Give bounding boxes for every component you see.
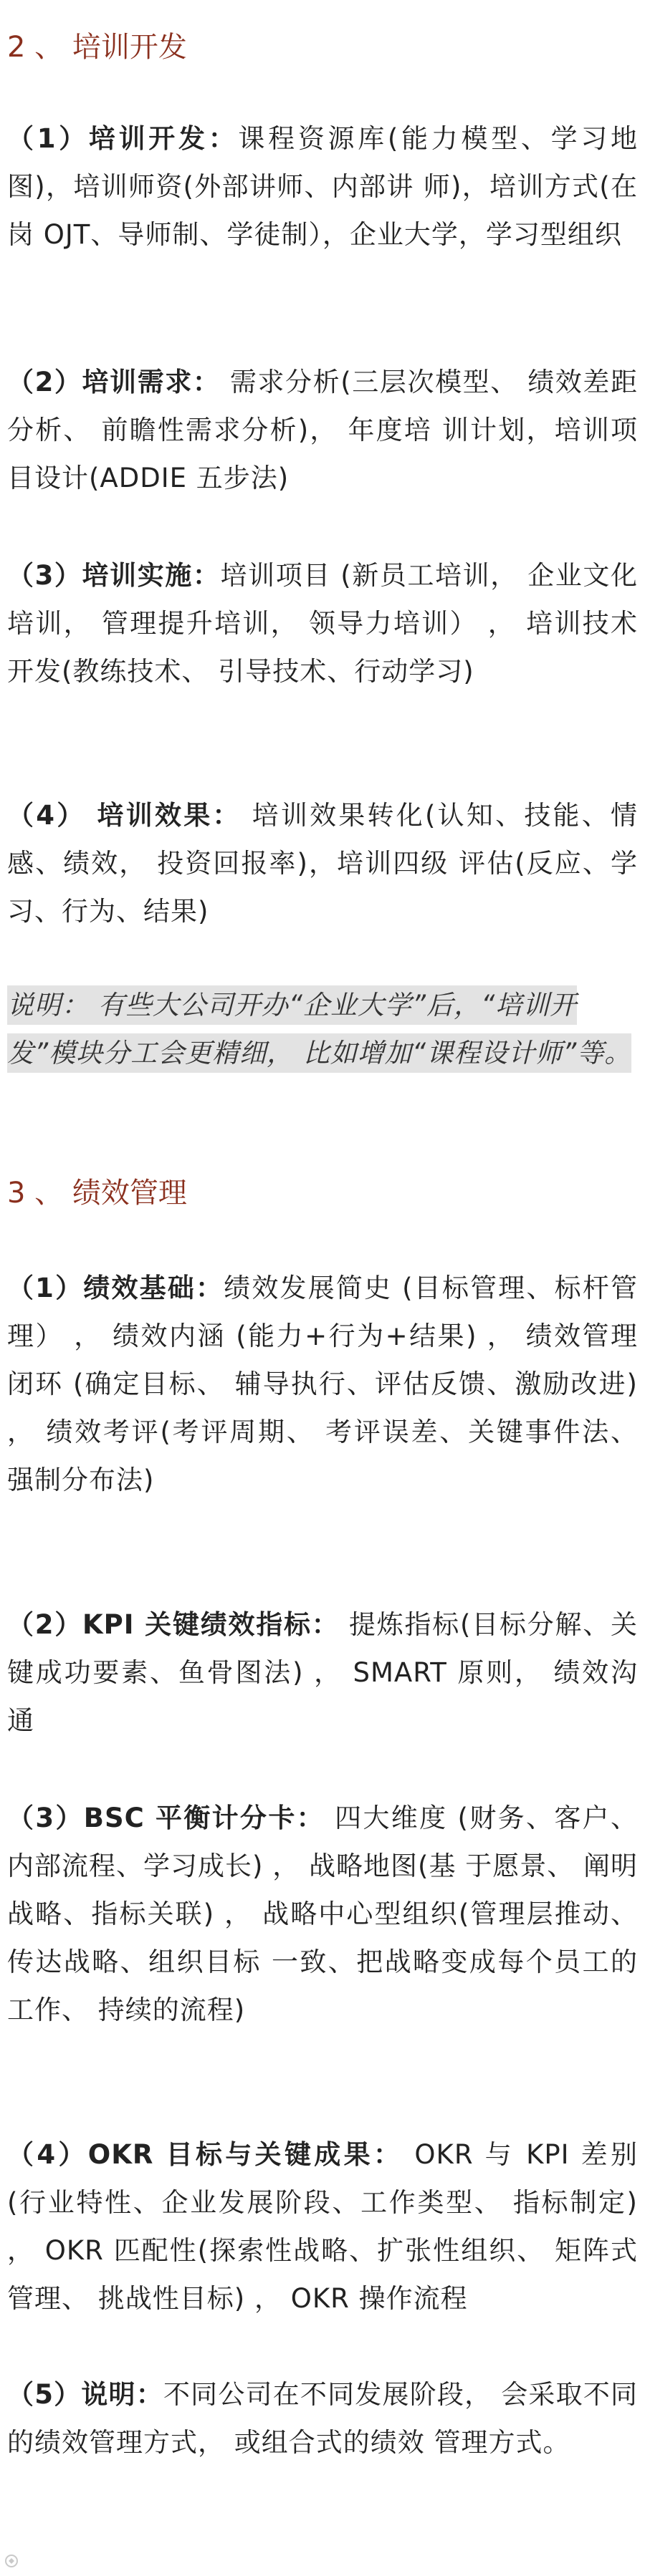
watermark-icon: [4, 2554, 19, 2568]
item-label: 培训需求：: [82, 367, 221, 397]
item-label: KPI 关键绩效指标：: [82, 1609, 340, 1640]
item-text: 不同公司在不同发展阶段， 会采取不同的绩效管理方式， 或组合式的绩效 管理方式。: [7, 2379, 639, 2458]
item-text: 课程资源库(能力模型、学习地图)，培训师资(外部讲师、内部讲 师)，培训方式(在岗 OJT、导师制、学徒制），企业大学，学习型组织: [7, 123, 639, 250]
item-label: 培训效果：: [85, 800, 242, 831]
section-heading-performance: 3 、 绩效管理: [7, 1177, 187, 1210]
paragraph-performance-basics: [7, 1264, 638, 1504]
item-text: 培训项目 (新员工培训， 企业文化培训， 管理提升培训， 领导力培训） ， 培训技术开发(教练技术、 引导技术、行动学习): [7, 560, 638, 687]
item-text: 提炼指标(目标分解、关键成功要素、鱼骨图法) ， SMART 原则， 绩效沟通: [7, 1609, 639, 1736]
item-label: 培训开发：: [88, 123, 239, 154]
item-number: （4）: [7, 800, 86, 831]
section-heading-training: 2 、 培训开发: [7, 31, 187, 64]
paragraph-okr: [7, 2131, 638, 2322]
item-number: （4）: [7, 2139, 88, 2170]
item-label: OKR 目标与关键成果：: [87, 2139, 403, 2170]
paragraph-training-needs: [7, 358, 638, 502]
item-text: OKR 与 KPI 差别 (行业特性、企业发展阶段、工作类型、 指标制定) ， OKR 匹配性(探索性战略、扩张性组织、 矩阵式管理、 挑战性目标) ， OKR 操作流程: [7, 2139, 638, 2314]
paragraph-bsc: [7, 1794, 638, 2034]
item-number: （1）: [7, 123, 89, 154]
item-number: （2）: [7, 367, 82, 397]
paragraph-training-implementation: [7, 551, 638, 695]
item-number: （3）: [7, 1803, 84, 1833]
item-label: BSC 平衡计分卡：: [83, 1803, 325, 1833]
item-label: 培训实施：: [82, 560, 221, 591]
note-highlight: 说明： 有些大公司开办“企业大学”后，“培训开发”模块分工会更精细， 比如增加“课程设计师”等。: [7, 985, 631, 1073]
item-number: （3）: [7, 560, 82, 591]
paragraph-performance-note: [7, 2370, 638, 2466]
item-number: （5）: [7, 2379, 82, 2410]
item-label: 绩效基础：: [83, 1273, 224, 1303]
paragraph-training-development: [7, 115, 638, 259]
item-label: 说明：: [81, 2379, 163, 2410]
note-paragraph: [7, 981, 638, 1077]
item-text: 培训效果转化(认知、技能、情感、绩效， 投资回报率)，培训四级 评估(反应、学习、行为、结果): [7, 800, 638, 927]
item-number: （1）: [7, 1273, 84, 1303]
item-text: 绩效发展简史 (目标管理、标杆管理） ， 绩效内涵 (能力+行为+结果) ， 绩效管理闭环 (确定目标、 辅导执行、评估反馈、激励改进) ， 绩效考评(考评周期、 考评误差、关键事件法、 强制分布法): [7, 1273, 639, 1495]
item-text: 需求分析(三层次模型、 绩效差距分析、 前瞻性需求分析)， 年度培 训计划，培训项目设计(ADDIE 五步法): [7, 367, 638, 493]
paragraph-kpi: [7, 1601, 638, 1745]
item-text: 四大维度 (财务、客户、内部流程、学习成长) ， 战略地图(基 于愿景、 阐明战略、指标关联) ， 战略中心型组织(管理层推动、 传达战略、组织目标 一致、把战略变成每个员工的工作、 持续的流程): [7, 1803, 639, 2025]
watermark-logo: [4, 2554, 19, 2568]
paragraph-training-effect: [7, 791, 638, 935]
item-number: （2）: [7, 1609, 83, 1640]
